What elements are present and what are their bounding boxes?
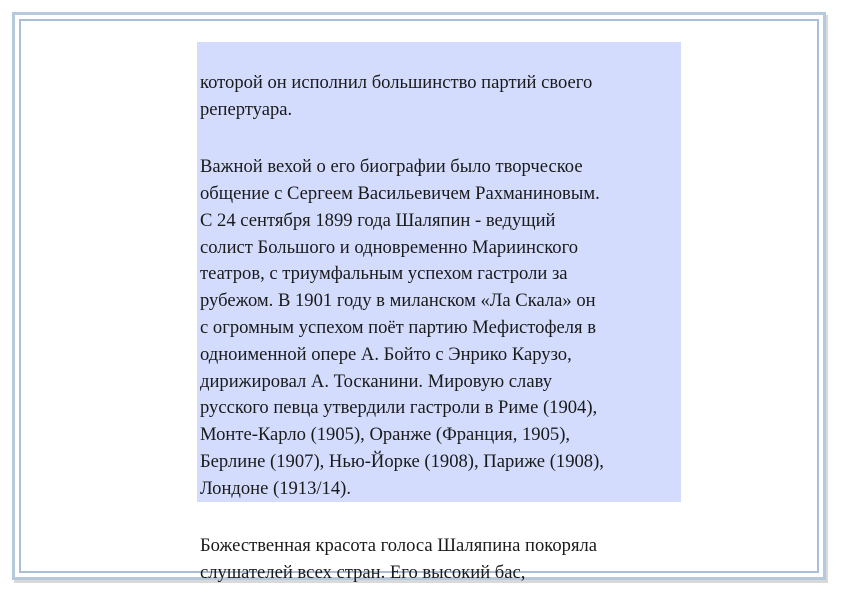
paragraph-3: Божественная красота голоса Шаляпина покоряла слушателей всех стран. Его высокий бас, <box>200 535 598 584</box>
text-box <box>197 42 681 584</box>
paragraph-2: Важной вехой о его биографии было творческое общение с Сергеем Васильевичем Рахманиновым. С 24 сентября 1899 года Шаляпин - ведущий солист Большого и одновременно Мариинского театров, с триумфальным успехом гастроли за рубежом. В 1901 году в миланском «Ла Скала» он с огромным успехом поёт партию Мефистофеля в одноименной опере А. Бойто с Энрико Карузо, дирижировал А. Тосканини. Мировую славу русского певца утвердили гастроли в Риме (1904), Монте-Карло (1905), Оранже (Франция, 1905), Берлине (1907), Нью-Йорке (1908), Париже (1908), Лондоне (1913/14). <box>200 156 604 499</box>
paragraph-1: которой он исполнил большинство партий своего репертуара. <box>200 71 593 120</box>
